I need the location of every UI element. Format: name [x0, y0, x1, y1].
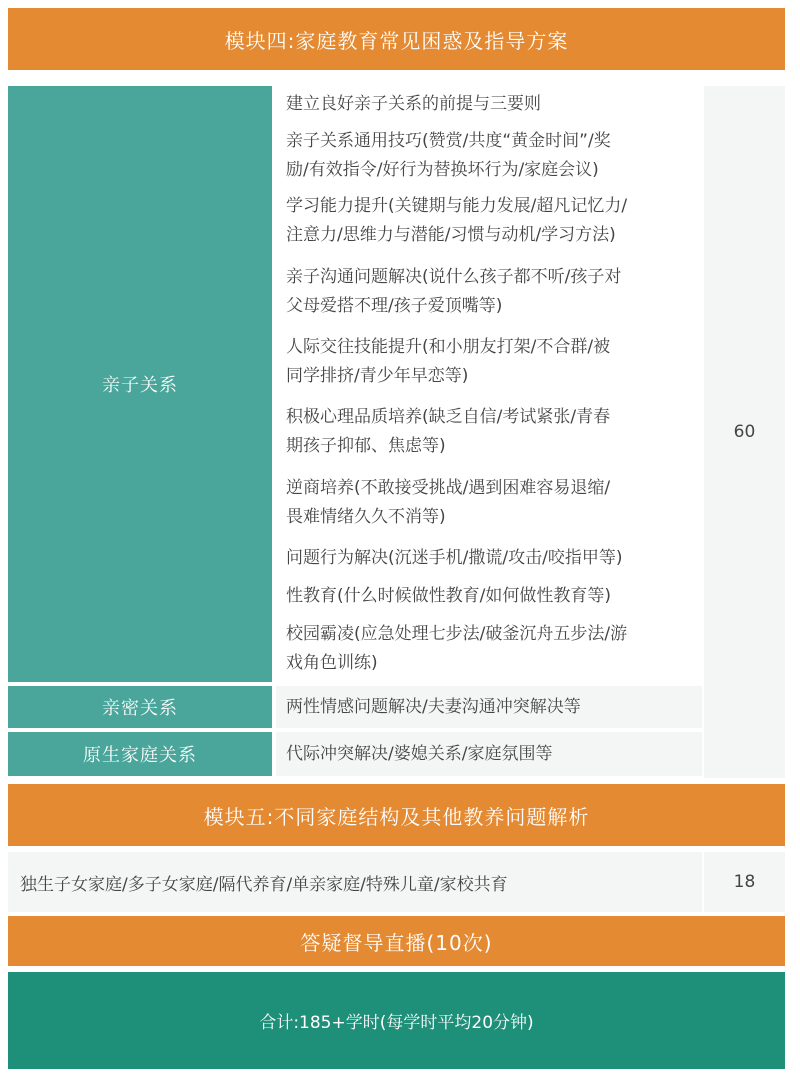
item-line: 期孩子抑郁、焦虑等)	[286, 436, 446, 456]
item-line: 人际交往技能提升(和小朋友打架/不合群/被	[286, 337, 611, 357]
list-item	[276, 686, 702, 728]
module4-hours	[704, 86, 785, 778]
category-label: 亲子关系	[102, 375, 178, 396]
item-line: 注意力/思维力与潜能/习惯与动机/学习方法)	[286, 225, 616, 245]
module4-title: 模块四:家庭教育常见困惑及指导方案	[224, 28, 569, 53]
list-item	[276, 732, 702, 776]
list-item	[276, 127, 702, 185]
category-family-of-origin	[8, 732, 272, 776]
list-item	[276, 90, 702, 119]
total-text: 合计:185+学时(每学时平均20分钟)	[259, 1013, 534, 1033]
hours-value: 18	[733, 872, 756, 892]
item-line: 亲子沟通问题解决(说什么孩子都不听/孩子对	[286, 267, 622, 287]
category-label: 亲密关系	[102, 698, 178, 719]
item-line: 代际冲突解决/婆媳关系/家庭氛围等	[286, 744, 553, 764]
hours-value: 60	[733, 422, 756, 442]
item-line: 同学排挤/青少年早恋等)	[286, 366, 469, 386]
list-item	[276, 474, 702, 532]
list-item	[276, 263, 702, 321]
item-line: 畏难情绪久久不消等)	[286, 507, 446, 527]
item-line: 学习能力提升(关键期与能力发展/超凡记忆力/	[286, 196, 628, 216]
list-item	[276, 544, 702, 573]
item-line: 性教育(什么时候做性教育/如何做性教育等)	[286, 586, 611, 606]
live-session-title: 答疑督导直播(10次)	[300, 930, 493, 955]
item-line: 建立良好亲子关系的前提与三要则	[286, 94, 541, 114]
live-session-bar	[8, 916, 785, 966]
item-line: 两性情感问题解决/夫妻沟通冲突解决等	[286, 697, 581, 717]
module5-hours	[704, 852, 785, 912]
list-item	[276, 333, 702, 391]
list-item	[276, 620, 702, 678]
list-item	[276, 192, 702, 250]
module5-header	[8, 784, 785, 846]
module5-content: 独生子女家庭/多子女家庭/隔代养育/单亲家庭/特殊儿童/家校共育	[20, 874, 508, 895]
list-item	[276, 403, 702, 461]
item-line: 励/有效指令/好行为替换坏行为/家庭会议)	[286, 160, 599, 180]
category-intimate	[8, 686, 272, 728]
module4-header	[8, 8, 785, 70]
list-item	[276, 582, 702, 611]
item-line: 亲子关系通用技巧(赞赏/共度“黄金时间”/奖	[286, 131, 611, 151]
category-label: 原生家庭关系	[83, 745, 197, 766]
module5-content-cell	[8, 852, 702, 912]
item-line: 校园霸凌(应急处理七步法/破釜沉舟五步法/游	[286, 624, 628, 644]
item-line: 逆商培养(不敢接受挑战/遇到困难容易退缩/	[286, 478, 611, 498]
item-line: 问题行为解决(沉迷手机/撒谎/攻击/咬指甲等)	[286, 548, 623, 568]
item-line: 积极心理品质培养(缺乏自信/考试紧张/青春	[286, 407, 611, 427]
item-line: 父母爱搭不理/孩子爱顶嘴等)	[286, 296, 503, 316]
total-bar	[8, 972, 785, 1069]
module5-title: 模块五:不同家庭结构及其他教养问题解析	[203, 804, 590, 829]
category-parent-child	[8, 86, 272, 682]
item-line: 戏角色训练)	[286, 653, 378, 673]
